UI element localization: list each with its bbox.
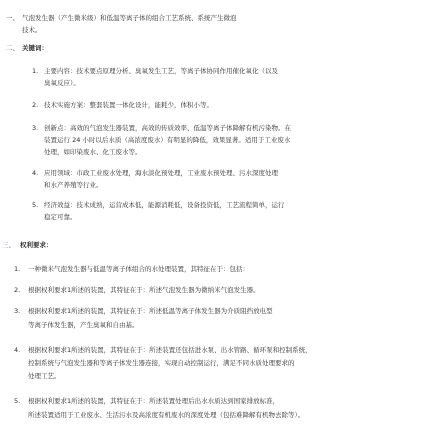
section-2-item-line: 应用领域：市政工业废水处理，海水淡化预处理，工业废水预处理、污水深度处理 [44,169,278,177]
section-2-item-line: 经济效益：技术成熟，运营成本低，能源消耗低，设备投资低，工艺流程简单，运行 [44,201,285,209]
section-1-line: 技术。 [22,26,42,34]
section-2-item-line: 技术实施方案：整套装置一体化设计，能耗少，体积小等。 [44,101,213,109]
section-2-item-line: 装置运行 24 小时以后水质（高浓度废水）有明显的降低，效果显著。适用于工业废水 [44,136,291,144]
section-2-item-number: 5. [32,201,39,209]
section-3-item-line: 一种微米气泡发生器与低温等离子体组合的水处理装置，其特征在于：包括： [28,265,249,273]
section-2-item-line: 和水产养殖等行业。 [44,181,103,189]
section-2-item-number: 1. [32,67,39,75]
section-2-item-line: 处理，如印染废水、化工废水等。 [44,148,142,156]
section-2-item-line: 主要内容：技术要点原理分析、臭氧发生工艺，等离子体协同作用催化氧化（以及 [44,67,278,75]
section-2-item-number: 3. [32,124,39,132]
section-3-item-number: 4. [14,346,21,354]
section-1-number: 一、 [6,14,19,22]
section-3-item-line: 根据权利要求1所述的装置，其特征在于：所述装置还包括进水泵、出水管路、循环泵和控制系统， [28,346,312,354]
section-3-item-number: 5. [14,397,21,405]
section-3-item-line: 根据权利要求1所述的装置，其特征在于：所述低温等离子体发生器为介质阻挡放电型 [28,307,273,315]
section-3-heading: 权利要求： [20,241,53,249]
section-3-item-line: 所述装置适用于工业废水、生活污水及高浓度有机废水的深度处理（包括难降解有机物去除等）。 [28,411,305,419]
section-2-item-number: 2. [32,101,39,109]
section-1-line: 气泡发生器（产生微米级）和低温等离子体的组合工艺系统、系统产生微泡 [22,14,237,22]
section-2-item-number: 4. [32,169,39,177]
section-2-heading: 关键词： [22,44,48,52]
section-3-item-line: 根据权利要求1所述的装置，其特征在于：所述气泡发生器为微纳米气泡发生器。 [28,286,260,294]
section-2-item-line: 稳定可靠。 [44,213,77,221]
section-2-item-line: 臭氧反应）。 [44,79,80,87]
section-3-item-line: 等离子体发生器，产生臭氧和自由基。 [28,321,139,329]
section-2-number: 二、 [6,44,19,52]
section-3-item-number: 1. [14,265,21,273]
section-3-item-line: 处理工艺。 [28,372,61,380]
section-3-item-line: 根据权利要求1所述的装置，其特征在于：所述装置处理后出水水质达到国家排放标准， [28,397,280,405]
section-3-number: 三、 [2,241,15,249]
section-3-item-number: 3. [14,307,21,315]
section-2-item-line: 创新点：高效的气泡发生器装置，高效的传质效率、低温等离子体降解有机污染物。在 [44,124,291,132]
section-3-item-line: 控制系统与气泡发生器和等离子体发生器连接，实现自动控制运行，满足不同水质处理要求的 [28,359,295,367]
section-3-item-number: 2. [14,286,21,294]
